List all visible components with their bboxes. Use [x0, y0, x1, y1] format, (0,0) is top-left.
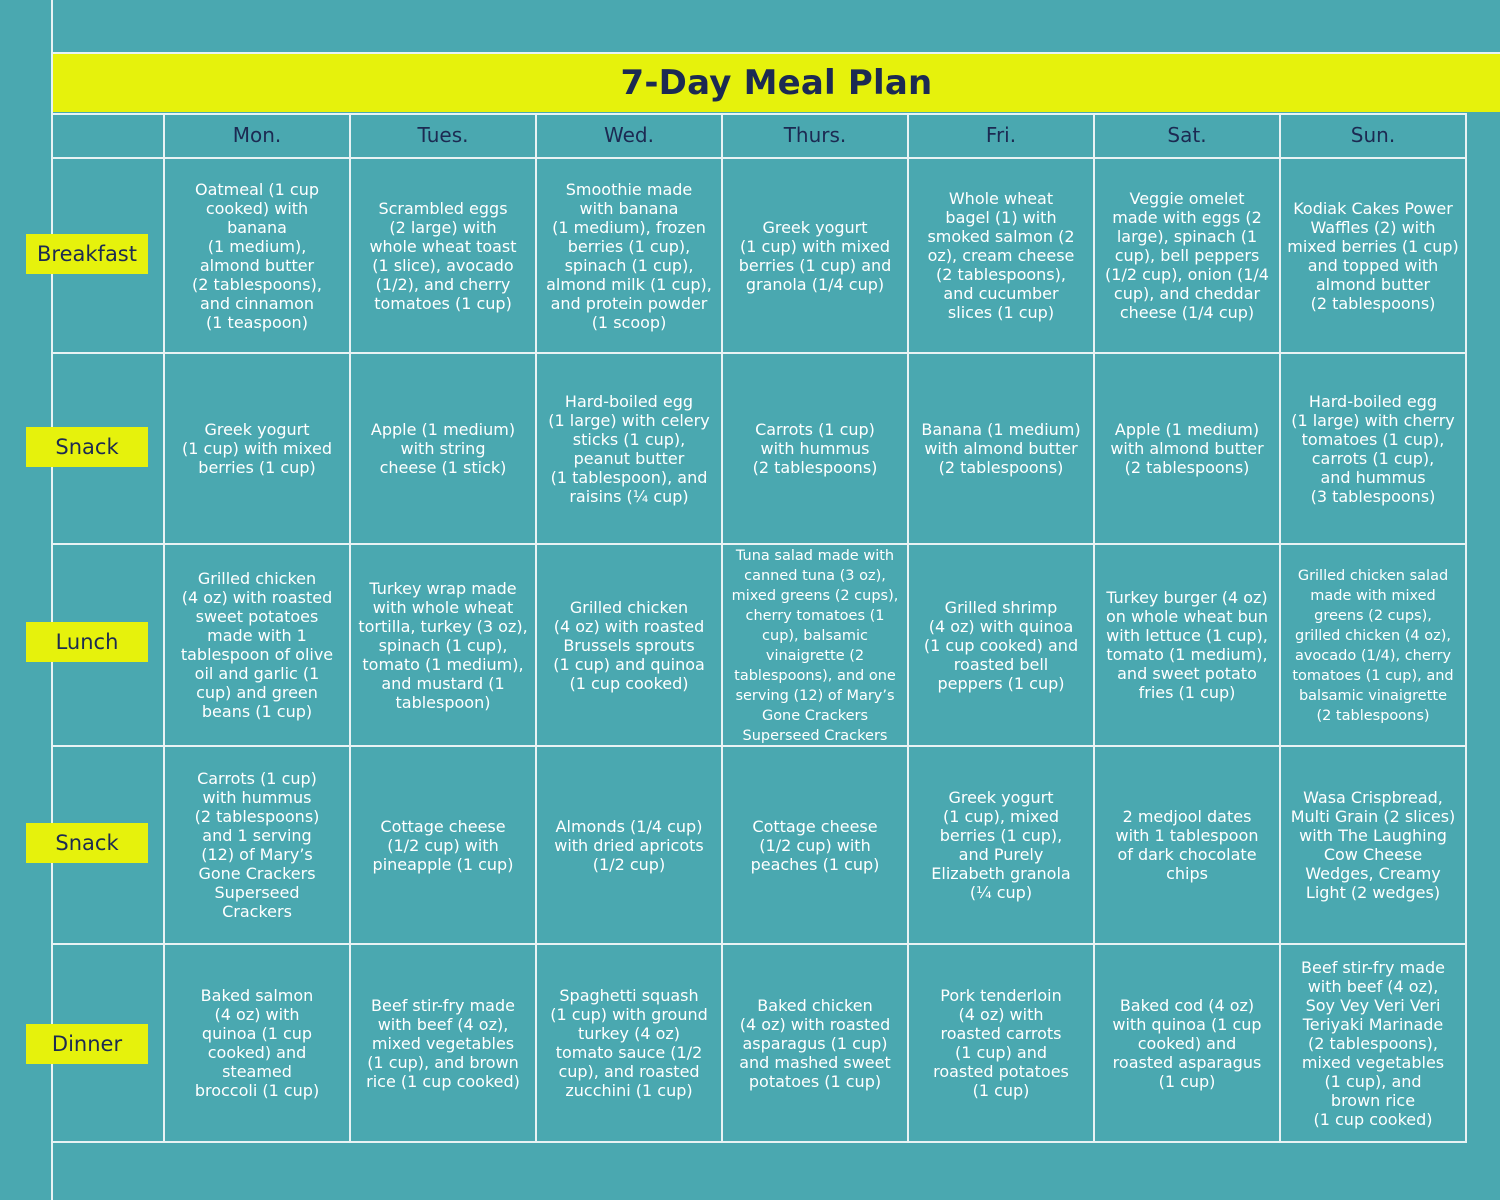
meal-cell: Baked cod (4 oz) with quinoa (1 cup cooked) and roasted asparagus (1 cup)	[1094, 944, 1280, 1142]
day-header: Thurs.	[722, 114, 908, 158]
meal-cell: Apple (1 medium) with string cheese (1 stick)	[350, 353, 536, 544]
meal-row-breakfast	[51, 158, 1466, 353]
meal-cell: Almonds (1/4 cup) with dried apricots (1/2 cup)	[536, 746, 722, 944]
meal-cell: Grilled shrimp (4 oz) with quinoa (1 cup cooked) and roasted bell peppers (1 cup)	[908, 544, 1094, 746]
meal-cell: Beef stir-fry made with beef (4 oz), mixed vegetables (1 cup), and brown rice (1 cup cooked)	[350, 944, 536, 1142]
meal-cell: Carrots (1 cup) with hummus (2 tablespoons) and 1 serving (12) of Mary’s Gone Crackers Superseed Crackers	[164, 746, 350, 944]
meal-cell: Scrambled eggs (2 large) with whole wheat toast (1 slice), avocado (1/2), and cherry tomatoes (1 cup)	[350, 158, 536, 353]
meal-row-snack-1	[51, 353, 1466, 544]
meal-cell: Grilled chicken (4 oz) with roasted Brussels sprouts (1 cup) and quinoa (1 cup cooked)	[536, 544, 722, 746]
day-header: Fri.	[908, 114, 1094, 158]
meal-cell: Carrots (1 cup) with hummus (2 tablespoons)	[722, 353, 908, 544]
meal-row-snack-2	[51, 746, 1466, 944]
meal-cell: Tuna salad made with canned tuna (3 oz), mixed greens (2 cups), cherry tomatoes (1 cup), balsamic vinaigrette (2 tablespoons), and one serving (12) of Mary’s Gone Crackers Superseed Crackers	[722, 544, 908, 746]
meal-cell: Baked salmon (4 oz) with quinoa (1 cup cooked) and steamed broccoli (1 cup)	[164, 944, 350, 1142]
meal-cell: 2 medjool dates with 1 tablespoon of dark chocolate chips	[1094, 746, 1280, 944]
meal-cell: Cottage cheese (1/2 cup) with pineapple (1 cup)	[350, 746, 536, 944]
meal-cell: Greek yogurt (1 cup) with mixed berries (1 cup) and granola (1/4 cup)	[722, 158, 908, 353]
day-header: Sat.	[1094, 114, 1280, 158]
meal-cell: Pork tenderloin (4 oz) with roasted carrots (1 cup) and roasted potatoes (1 cup)	[908, 944, 1094, 1142]
meal-cell: Grilled chicken (4 oz) with roasted sweet potatoes made with 1 tablespoon of olive oil and garlic (1 cup) and green beans (1 cup)	[164, 544, 350, 746]
meal-cell: Hard-boiled egg (1 large) with cherry tomatoes (1 cup), carrots (1 cup), and hummus (3 tablespoons)	[1280, 353, 1466, 544]
meal-cell: Grilled chicken salad made with mixed greens (2 cups), grilled chicken (4 oz), avocado (1/4), cherry tomatoes (1 cup), and balsamic vinaigrette (2 tablespoons)	[1280, 544, 1466, 746]
meal-cell: Veggie omelet made with eggs (2 large), spinach (1 cup), bell peppers (1/2 cup), onion (1/4 cup), and cheddar cheese (1/4 cup)	[1094, 158, 1280, 353]
meal-cell: Beef stir-fry made with beef (4 oz), Soy Vey Veri Veri Teriyaki Marinade (2 tablespoons), mixed vegetables (1 cup), and brown rice (1 cup cooked)	[1280, 944, 1466, 1142]
meal-cell: Whole wheat bagel (1) with smoked salmon (2 oz), cream cheese (2 tablespoons), and cucumber slices (1 cup)	[908, 158, 1094, 353]
day-header: Tues.	[350, 114, 536, 158]
meal-row-dinner	[51, 944, 1466, 1142]
day-header: Wed.	[536, 114, 722, 158]
day-header: Sun.	[1280, 114, 1466, 158]
meal-cell: Kodiak Cakes Power Waffles (2) with mixed berries (1 cup) and topped with almond butter (2 tablespoons)	[1280, 158, 1466, 353]
days-header-row	[51, 114, 1466, 158]
meal-cell: Cottage cheese (1/2 cup) with peaches (1 cup)	[722, 746, 908, 944]
meal-label-snack: Snack	[26, 823, 148, 863]
meal-cell: Banana (1 medium) with almond butter (2 tablespoons)	[908, 353, 1094, 544]
meal-cell: Smoothie made with banana (1 medium), frozen berries (1 cup), spinach (1 cup), almond milk (1 cup), and protein powder (1 scoop)	[536, 158, 722, 353]
meal-cell: Oatmeal (1 cup cooked) with banana (1 medium), almond butter (2 tablespoons), and cinnamon (1 teaspoon)	[164, 158, 350, 353]
meal-plan-table	[51, 113, 1467, 1143]
title-banner	[53, 54, 1500, 112]
meal-label-dinner: Dinner	[26, 1024, 148, 1064]
meal-label-lunch: Lunch	[26, 622, 148, 662]
meal-cell: Turkey burger (4 oz) on whole wheat bun with lettuce (1 cup), tomato (1 medium), and sweet potato fries (1 cup)	[1094, 544, 1280, 746]
meal-label-breakfast: Breakfast	[26, 234, 148, 274]
meal-cell: Spaghetti squash (1 cup) with ground turkey (4 oz) tomato sauce (1/2 cup), and roasted zucchini (1 cup)	[536, 944, 722, 1142]
meal-cell: Apple (1 medium) with almond butter (2 tablespoons)	[1094, 353, 1280, 544]
page-title: 7-Day Meal Plan	[620, 63, 933, 103]
meal-cell: Wasa Crispbread, Multi Grain (2 slices) with The Laughing Cow Cheese Wedges, Creamy Light (2 wedges)	[1280, 746, 1466, 944]
corner-cell	[51, 114, 164, 158]
meal-cell: Hard-boiled egg (1 large) with celery sticks (1 cup), peanut butter (1 tablespoon), and raisins (¼ cup)	[536, 353, 722, 544]
meal-row-lunch	[51, 544, 1466, 746]
meal-cell: Greek yogurt (1 cup), mixed berries (1 cup), and Purely Elizabeth granola (¼ cup)	[908, 746, 1094, 944]
meal-cell: Baked chicken (4 oz) with roasted asparagus (1 cup) and mashed sweet potatoes (1 cup)	[722, 944, 908, 1142]
meal-label-snack: Snack	[26, 427, 148, 467]
day-header: Mon.	[164, 114, 350, 158]
meal-cell: Turkey wrap made with whole wheat tortilla, turkey (3 oz), spinach (1 cup), tomato (1 medium), and mustard (1 tablespoon)	[350, 544, 536, 746]
meal-cell: Greek yogurt (1 cup) with mixed berries (1 cup)	[164, 353, 350, 544]
